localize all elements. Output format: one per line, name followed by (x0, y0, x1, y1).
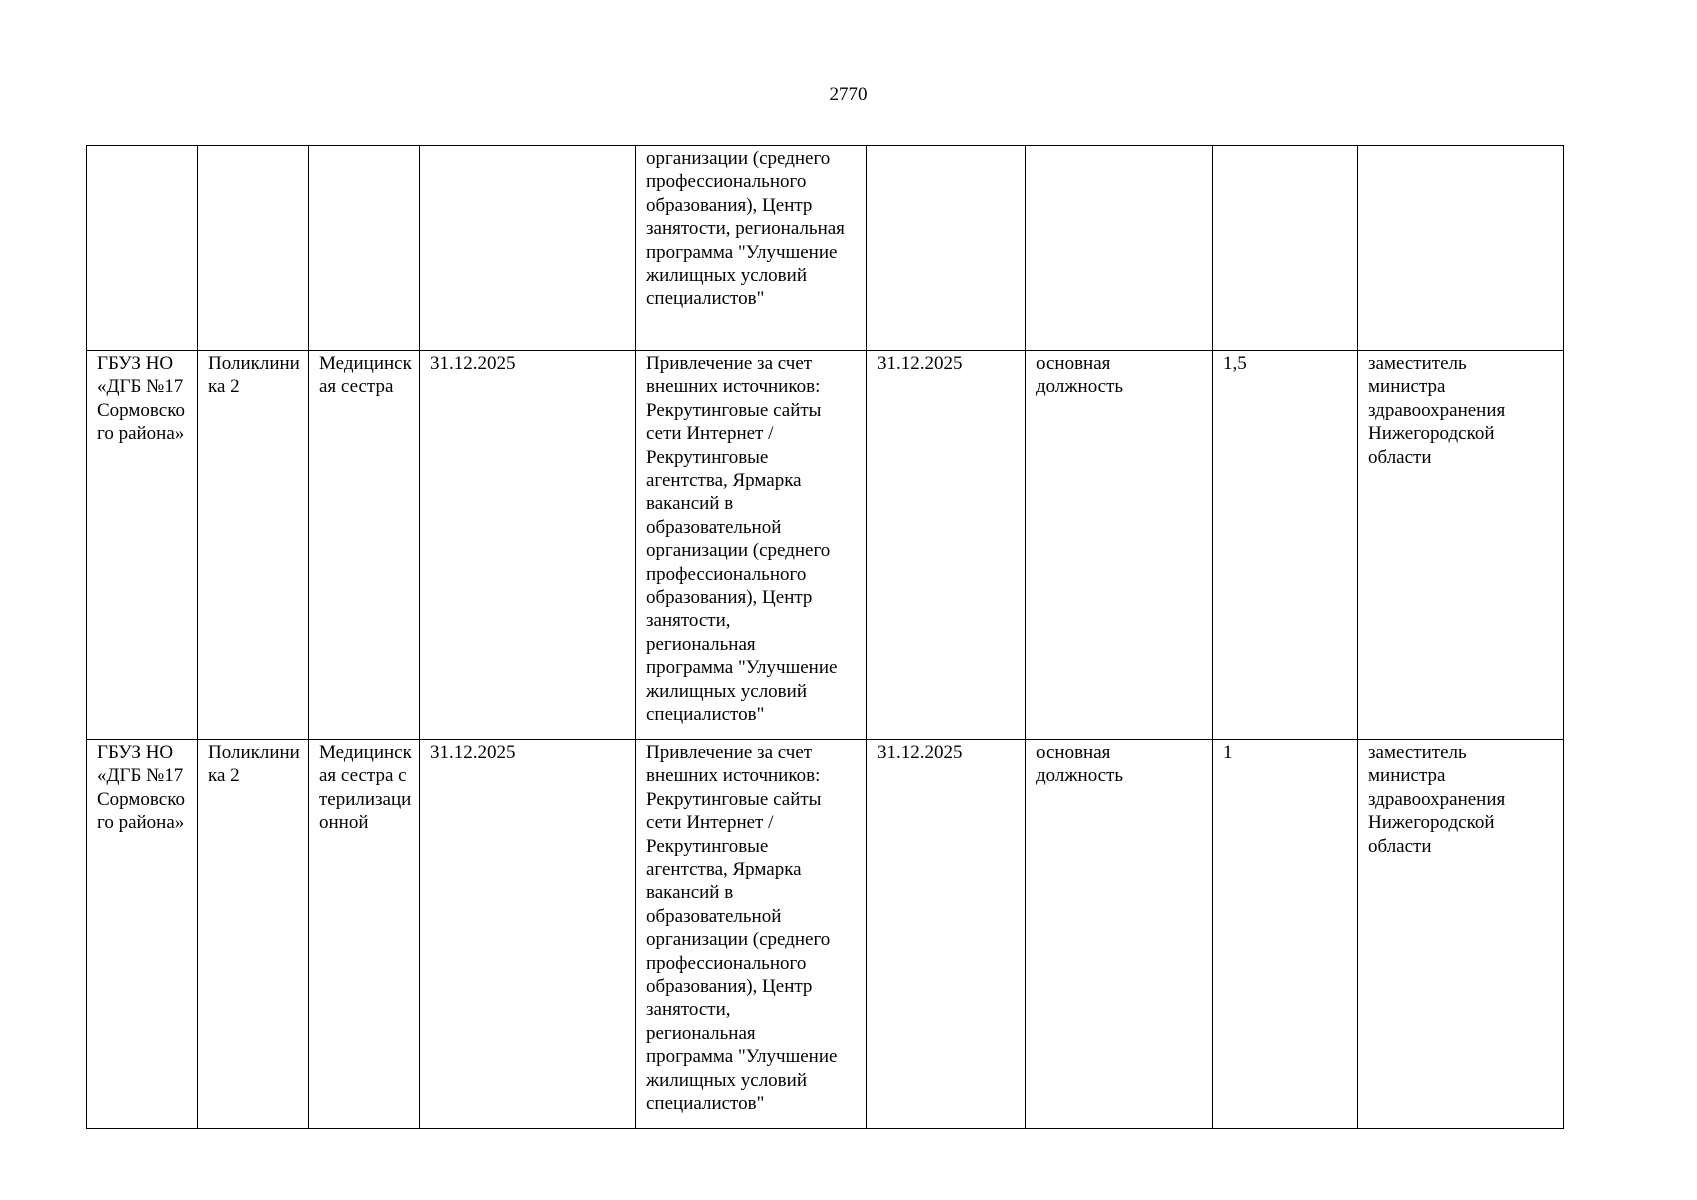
cell-date-need: 31.12.2025 (420, 351, 636, 740)
table-row-continued (87, 146, 1564, 351)
cell-date-done (867, 146, 1026, 351)
table-row (87, 740, 1564, 1129)
cell-position: Медицинская сестра стерилизационной (309, 740, 420, 1129)
cell-date-need: 31.12.2025 (420, 740, 636, 1129)
cell-measures: организации (среднего профессионального образования), Центр занятости, региональная программа "Улучшение жилищных условий специалистов" (636, 146, 867, 351)
cell-responsible: заместитель министра здравоохранения Нижегородской области (1358, 740, 1564, 1129)
cell-rate: 1 (1213, 740, 1358, 1129)
table-row (87, 351, 1564, 740)
staffing-table (86, 145, 1564, 1129)
cell-job-type (1026, 146, 1213, 351)
cell-responsible (1358, 146, 1564, 351)
cell-organization: ГБУЗ НО «ДГБ №17 Сормовского района» (87, 351, 198, 740)
cell-rate: 1,5 (1213, 351, 1358, 740)
cell-measures: Привлечение за счет внешних источников: Рекрутинговые сайты сети Интернет / Рекрутинговые агентства, Ярмарка вакансий в образовательной организации (среднего профессионального образования), Центр занятости, региональная программа "Улучшение жилищных условий специалистов" (636, 351, 867, 740)
cell-date-done: 31.12.2025 (867, 351, 1026, 740)
cell-position (309, 146, 420, 351)
cell-date-done: 31.12.2025 (867, 740, 1026, 1129)
cell-rate (1213, 146, 1358, 351)
cell-date-need (420, 146, 636, 351)
cell-job-type: основная должность (1026, 351, 1213, 740)
page-number: 2770 (829, 84, 868, 105)
cell-department: Поликлиника 2 (198, 351, 309, 740)
cell-organization (87, 146, 198, 351)
cell-responsible: заместитель министра здравоохранения Нижегородской области (1358, 351, 1564, 740)
cell-job-type: основная должность (1026, 740, 1213, 1129)
cell-position: Медицинская сестра (309, 351, 420, 740)
cell-organization: ГБУЗ НО «ДГБ №17 Сормовского района» (87, 740, 198, 1129)
cell-measures: Привлечение за счет внешних источников: Рекрутинговые сайты сети Интернет / Рекрутинговые агентства, Ярмарка вакансий в образовательной организации (среднего профессионального образования), Центр занятости, региональная программа "Улучшение жилищных условий специалистов" (636, 740, 867, 1129)
cell-department (198, 146, 309, 351)
cell-department: Поликлиника 2 (198, 740, 309, 1129)
